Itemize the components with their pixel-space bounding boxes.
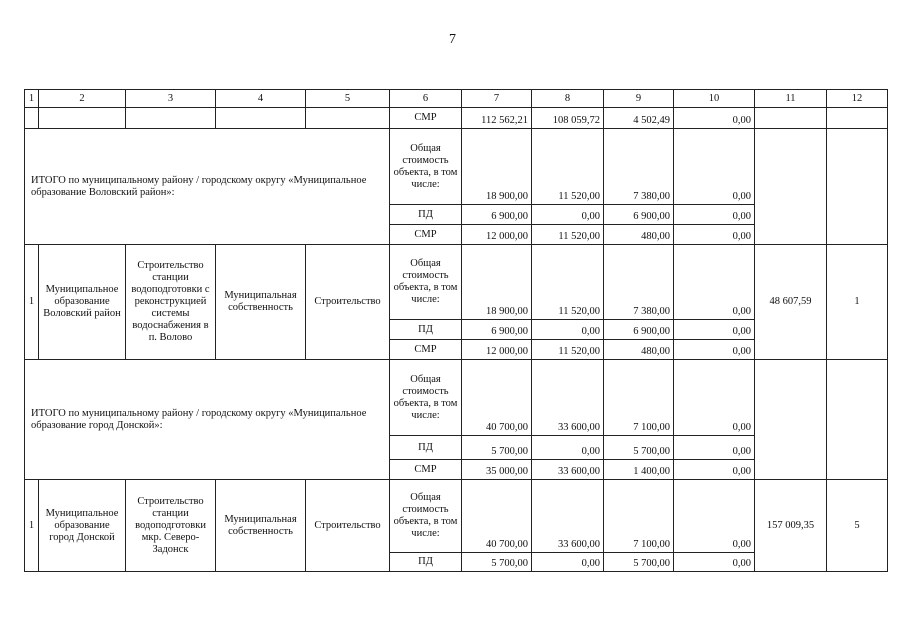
value-cell: 18 900,00 [462, 129, 532, 205]
value-cell: 0,00 [674, 320, 755, 340]
row-label: ПД [390, 553, 462, 572]
ownership-cell: Муниципальная собственность [216, 480, 306, 572]
itogo-title: ИТОГО по муниципальному району / городскому округу «Муниципальное образование Воловский район»: [25, 129, 390, 245]
column-header: 10 [674, 90, 755, 108]
table-row [25, 245, 888, 320]
row-label: Общая стоимость объекта, в том числе: [390, 480, 462, 553]
value-cell: 7 100,00 [604, 480, 674, 553]
row-label: СМР [390, 225, 462, 245]
page-number: 7 [449, 32, 456, 47]
value-cell: 0,00 [674, 245, 755, 320]
column-header: 3 [126, 90, 216, 108]
count-cell: 5 [827, 480, 888, 572]
value-cell: 112 562,21 [462, 108, 532, 129]
row-label: ПД [390, 436, 462, 460]
value-cell: 12 000,00 [462, 225, 532, 245]
value-cell: 0,00 [674, 436, 755, 460]
capacity-cell: 157 009,35 [755, 480, 827, 572]
value-cell: 0,00 [674, 553, 755, 572]
column-header: 2 [39, 90, 126, 108]
column-header: 5 [306, 90, 390, 108]
value-cell: 0,00 [674, 225, 755, 245]
table-row [25, 480, 888, 553]
ownership-cell: Муниципальная собственность [216, 245, 306, 360]
value-cell: 18 900,00 [462, 245, 532, 320]
column-header: 9 [604, 90, 674, 108]
column-header: 11 [755, 90, 827, 108]
value-cell: 1 400,00 [604, 460, 674, 480]
column-header: 8 [532, 90, 604, 108]
value-cell: 0,00 [674, 340, 755, 360]
value-cell: 11 520,00 [532, 340, 604, 360]
value-cell: 6 900,00 [604, 205, 674, 225]
value-cell: 0,00 [532, 320, 604, 340]
row-label: СМР [390, 340, 462, 360]
value-cell: 0,00 [674, 460, 755, 480]
value-cell: 108 059,72 [532, 108, 604, 129]
value-cell: 0,00 [532, 553, 604, 572]
count-cell: 1 [827, 245, 888, 360]
table-row [25, 108, 888, 129]
value-cell: 6 900,00 [462, 205, 532, 225]
itogo-title: ИТОГО по муниципальному району / городскому округу «Муниципальное образование город Донской»: [25, 360, 390, 480]
header-row [25, 90, 888, 108]
row-label: СМР [390, 460, 462, 480]
column-header: 6 [390, 90, 462, 108]
value-cell: 5 700,00 [462, 436, 532, 460]
value-cell: 7 380,00 [604, 245, 674, 320]
value-cell: 0,00 [674, 108, 755, 129]
object-name-cell: Строительство станции водоподготовки с реконструкцией системы водоснабжения в п. Волово [126, 245, 216, 360]
data-table [24, 89, 888, 572]
value-cell: 33 600,00 [532, 480, 604, 553]
value-cell: 0,00 [674, 480, 755, 553]
row-label: СМР [390, 108, 462, 129]
value-cell: 11 520,00 [532, 245, 604, 320]
value-cell: 40 700,00 [462, 360, 532, 436]
value-cell: 4 502,49 [604, 108, 674, 129]
object-name-cell: Строительство станции водоподготовки мкр. Северо-Задонск [126, 480, 216, 572]
item-number: 1 [25, 245, 39, 360]
value-cell: 480,00 [604, 225, 674, 245]
row-label: ПД [390, 320, 462, 340]
value-cell: 7 380,00 [604, 129, 674, 205]
value-cell: 0,00 [674, 360, 755, 436]
value-cell: 35 000,00 [462, 460, 532, 480]
column-header: 7 [462, 90, 532, 108]
value-cell: 5 700,00 [604, 436, 674, 460]
work-type-cell: Строительство [306, 480, 390, 572]
value-cell: 0,00 [674, 129, 755, 205]
value-cell: 5 700,00 [604, 553, 674, 572]
value-cell: 11 520,00 [532, 225, 604, 245]
column-header: 1 [25, 90, 39, 108]
table-row [25, 360, 888, 436]
municipality-cell: Муниципальное образование город Донской [39, 480, 126, 572]
value-cell: 7 100,00 [604, 360, 674, 436]
row-label: Общая стоимость объекта, в том числе: [390, 360, 462, 436]
work-type-cell: Строительство [306, 245, 390, 360]
value-cell: 0,00 [532, 205, 604, 225]
value-cell: 6 900,00 [462, 320, 532, 340]
value-cell: 0,00 [532, 436, 604, 460]
value-cell: 5 700,00 [462, 553, 532, 572]
value-cell: 6 900,00 [604, 320, 674, 340]
value-cell: 33 600,00 [532, 360, 604, 436]
row-label: Общая стоимость объекта, в том числе: [390, 129, 462, 205]
item-number: 1 [25, 480, 39, 572]
municipality-cell: Муниципальное образование Воловский район [39, 245, 126, 360]
value-cell: 11 520,00 [532, 129, 604, 205]
value-cell: 12 000,00 [462, 340, 532, 360]
value-cell: 40 700,00 [462, 480, 532, 553]
table-row [25, 129, 888, 205]
column-header: 4 [216, 90, 306, 108]
value-cell: 0,00 [674, 205, 755, 225]
capacity-cell: 48 607,59 [755, 245, 827, 360]
row-label: ПД [390, 205, 462, 225]
row-label: Общая стоимость объекта, в том числе: [390, 245, 462, 320]
value-cell: 33 600,00 [532, 460, 604, 480]
column-header: 12 [827, 90, 888, 108]
value-cell: 480,00 [604, 340, 674, 360]
